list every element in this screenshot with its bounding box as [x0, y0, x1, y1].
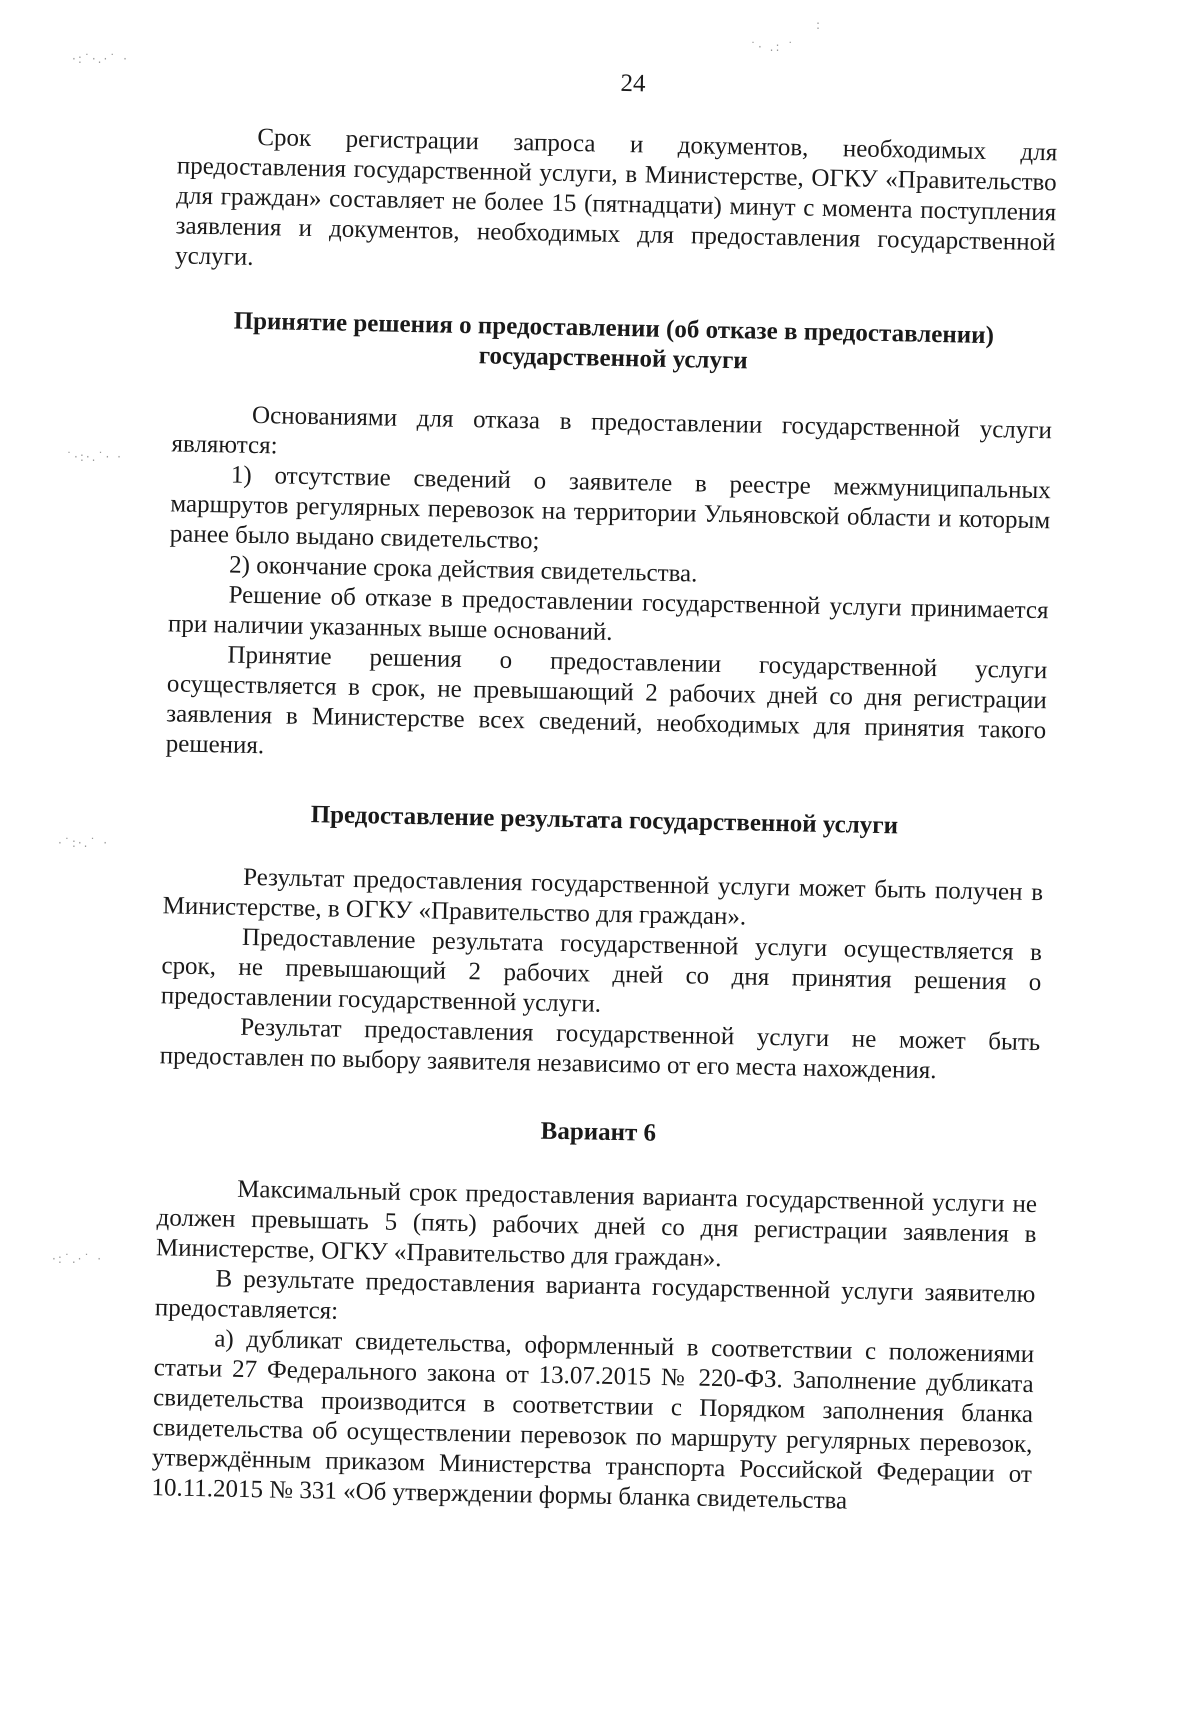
- heading-result: Предоставление результата государственной услуги: [310, 801, 899, 840]
- heading-decision-line2: государственной услуги: [478, 342, 748, 375]
- paragraph-result-place: Результат предоставления государственной услуги может быть получен в Министерстве, в ОГКУ «Правительство для граждан».: [162, 863, 1044, 931]
- scan-speckle: ·:˙·.·˙ ·: [72, 52, 129, 66]
- paragraph-result-term: Предоставление результата государственной услуги осуществляется в срок, не превышающий 2 рабочих дней со дня принятия решения о предоставлении государственной услуги.: [160, 923, 1043, 1018]
- scan-speckle: ˙·:·.˙· ·: [66, 450, 123, 464]
- paragraph-registration-term: Срок регистрации запроса и документов, необходимых для предоставления государственной услуги, в Министерстве, ОГКУ «Правительство для граждан» составляет не более 15 (пятнадцати) минут с момента поступления заявления и документов, необходимых для предоставления государственной услуги.: [174, 123, 1058, 271]
- scan-speckle: ·˙:·.˙ ·: [58, 836, 110, 850]
- scan-speckle: ˙· .: ˙: [750, 40, 796, 54]
- paragraph-result-choice: Результат предоставления государственной услуги не может быть предоставлен по выбору заявителя независимо от его места нахождения.: [159, 1013, 1041, 1085]
- heading-variant-6: Вариант 6: [540, 1117, 657, 1147]
- scan-speckle: :: [816, 18, 823, 32]
- paragraph-variant-result: В результате предоставления варианта государственной услуги заявителю предоставляется:: [154, 1265, 1036, 1325]
- paragraph-variant-term: Максимальный срок предоставления варианта государственной услуги не должен превышать 5 (пять) рабочих дней со дня регистрации заявления в Министерстве, ОГКУ «Правительство для граждан».: [155, 1175, 1038, 1273]
- page-content: [151, 121, 1057, 1520]
- paragraph-refusal-decision: Решение об отказе в предоставлении государственной услуги принимается при наличии указанных выше оснований.: [167, 581, 1049, 646]
- paragraph-refusal-grounds: Основаниями для отказа в предоставлении государственной услуги являются:: [171, 401, 1053, 460]
- scan-speckle: ·:˙.·˙ ·: [52, 1252, 104, 1266]
- list-item-ground-2: 2) окончание срока действия свидетельства.: [228, 551, 698, 588]
- heading-decision-line1: Принятие решения о предоставлении (об отказе в предоставлении): [233, 307, 995, 350]
- list-item-duplicate: а) дубликат свидетельства, оформленный в соответствии с положениями статьи 27 Федерального закона от 13.07.2015 № 220-ФЗ. Заполнение дубликата свидетельства производится в соответствии с Порядком заполнения бланка свидетельства об осуществлении перевозок по маршруту регулярных перевозок, утверждённым приказом Министерства транспорта Российской Федерации от 10.11.2015 № 331 «Об утверждении формы бланка свидетельства: [151, 1325, 1035, 1515]
- page-number: 24: [620, 69, 646, 98]
- list-item-ground-1: 1) отсутствие сведений о заявителе в реестре межмуниципальных маршрутов регулярных перевозок на территории Ульяновской области и которым ранее было выдано свидетельство;: [169, 461, 1052, 555]
- paragraph-decision-term: Принятие решения о предоставлении государственной услуги осуществляется в срок, не превышающий 2 рабочих дней со дня регистрации заявления в Министерстве всех сведений, необходимых для принятия такого решения.: [165, 641, 1048, 760]
